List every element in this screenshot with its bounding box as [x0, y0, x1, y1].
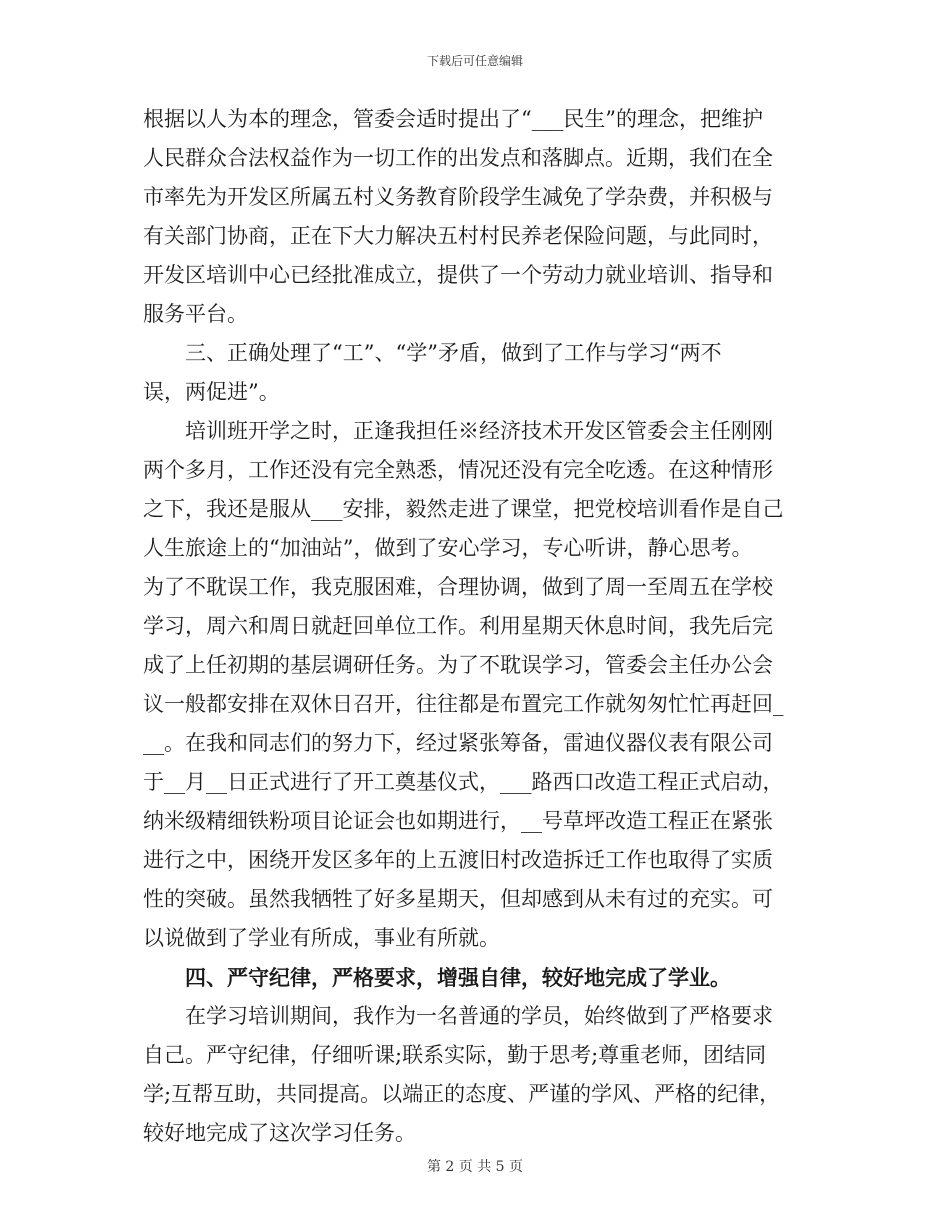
body-text-line: 纳米级精细铁粉项目论证会也如期进行，__号草坪改造工程正在紧张: [143, 809, 773, 833]
body-text-line: 进行之中，困绕开发区多年的上五渡旧村改造拆迁工作也取得了实质: [143, 848, 773, 872]
body-text-line: 为了不耽误工作，我克服困难，合理协调，做到了周一至周五在学校: [143, 575, 773, 599]
body-text-line: 性的突破。虽然我牺牲了好多星期天，但却感到从未有过的充实。可: [143, 887, 773, 911]
page-header-note: 下载后可任意编辑: [426, 54, 523, 68]
body-text-line: 人民群众合法权益作为一切工作的出发点和落脚点。近期，我们在全: [143, 146, 773, 170]
body-text-line: 于__月__日正式进行了开工奠基仪式，___路西口改造工程正式启动，: [143, 770, 784, 794]
body-text-line: 成了上任初期的基层调研任务。为了不耽误学习，管委会主任办公会: [143, 653, 773, 677]
body-text-line: 在学习培训期间，我作为一名普通的学员，始终做到了严格要求: [185, 1004, 773, 1028]
body-text-line: 学习，周六和周日就赶回单位工作。利用星期天休息时间，我先后完: [143, 614, 773, 638]
body-text-line: 培训班开学之时，正逢我担任※经济技术开发区管委会主任刚刚: [185, 419, 773, 443]
body-text-line: 以说做到了学业有所成，事业有所就。: [143, 926, 500, 950]
body-text-line: 议一般都安排在双休日召开，往往都是布置完工作就匆匆忙忙再赶回_: [143, 692, 784, 716]
body-text-line: 服务平台。: [143, 302, 248, 326]
body-text-line: 误，两促进”。: [143, 380, 280, 404]
document-body: [143, 100, 807, 1153]
body-text-line: 根据以人为本的理念，管委会适时提出了“___民生”的理念，把维护: [143, 107, 763, 131]
body-text-line: 市率先为开发区所属五村义务教育阶段学生减免了学杂费，并积极与: [143, 185, 773, 209]
body-text-line: 较好地完成了这次学习任务。: [143, 1121, 416, 1145]
body-text-line: 自己。严守纪律，仔细听课;联系实际，勤于思考;尊重老师，团结同: [143, 1043, 767, 1067]
body-text-line: 人生旅途上的“加油站”，做到了安心学习，专心听讲，静心思考。: [143, 536, 753, 560]
body-text-line: 有关部门协商，正在下大力解决五村村民养老保险问题，与此同时，: [143, 224, 773, 248]
body-text-line: __。在我和同志们的努力下，经过紧张筹备，雷迪仪器仪表有限公司: [143, 731, 773, 755]
page-number-footer: 第 2 页 共 5 页: [426, 1159, 524, 1175]
body-text-line: 两个多月，工作还没有完全熟悉，情况还没有完全吃透。在这种情形: [143, 458, 773, 482]
section-heading-line: 四、严守纪律，严格要求，增强自律，较好地完成了学业。: [185, 965, 731, 990]
body-text-line: 之下，我还是服从___安排，毅然走进了课堂，把党校培训看作是自己: [143, 497, 784, 521]
body-text-line: 开发区培训中心已经批准成立，提供了一个劳动力就业培训、指导和: [143, 263, 773, 287]
body-text-line: 三、正确处理了“工”、“学”矛盾，做到了工作与学习“两不: [185, 341, 722, 365]
body-text-line: 学;互帮互助，共同提高。以端正的态度、严谨的学风、严格的纪律，: [143, 1082, 781, 1106]
